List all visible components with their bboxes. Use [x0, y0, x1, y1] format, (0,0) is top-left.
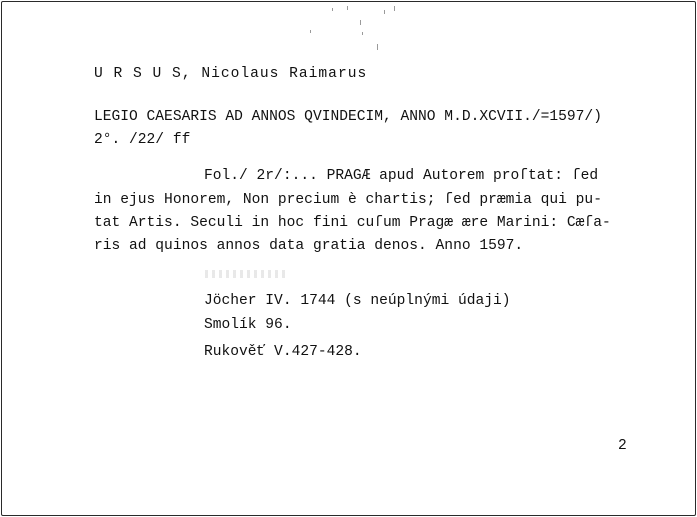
- quote-line: ris ad quinos annos data gratia denos. Anno 1597.: [94, 238, 524, 254]
- scan-speck: [347, 6, 348, 10]
- quote-line: Fol./ 2r/:... PRAGÆ apud Autorem proſtat: ſed: [204, 168, 599, 184]
- quote-line: tat Artis. Seculi in hoc fini cuſum Pragæ ære Marini: Cæſa-: [94, 215, 611, 231]
- scan-speck: [332, 8, 333, 11]
- scan-speck: [384, 10, 385, 14]
- scan-speck: [360, 20, 361, 25]
- card-number: 2: [618, 438, 627, 454]
- scan-speck: [377, 44, 378, 50]
- reference-line: Rukověť V.427-428.: [204, 344, 362, 360]
- format-line: 2°. /22/ ff: [94, 132, 191, 148]
- scan-speck: [310, 30, 311, 33]
- author-heading: U R S U S, Nicolaus Raimarus: [94, 66, 368, 82]
- reference-line: Smolík 96.: [204, 317, 292, 333]
- title-line: LEGIO CAESARIS AD ANNOS QVINDECIM, ANNO M.D.XCVII./=1597/): [94, 109, 602, 125]
- reference-line: Jöcher IV. 1744 (s neúplnými údaji): [204, 293, 511, 309]
- quote-line: in ejus Honorem, Non precium è chartis; ſed præmia qui pu-: [94, 192, 602, 208]
- scan-speck: [362, 32, 363, 35]
- faded-stamp: [205, 270, 287, 278]
- catalog-card: [1, 1, 696, 516]
- scan-speck: [394, 6, 395, 11]
